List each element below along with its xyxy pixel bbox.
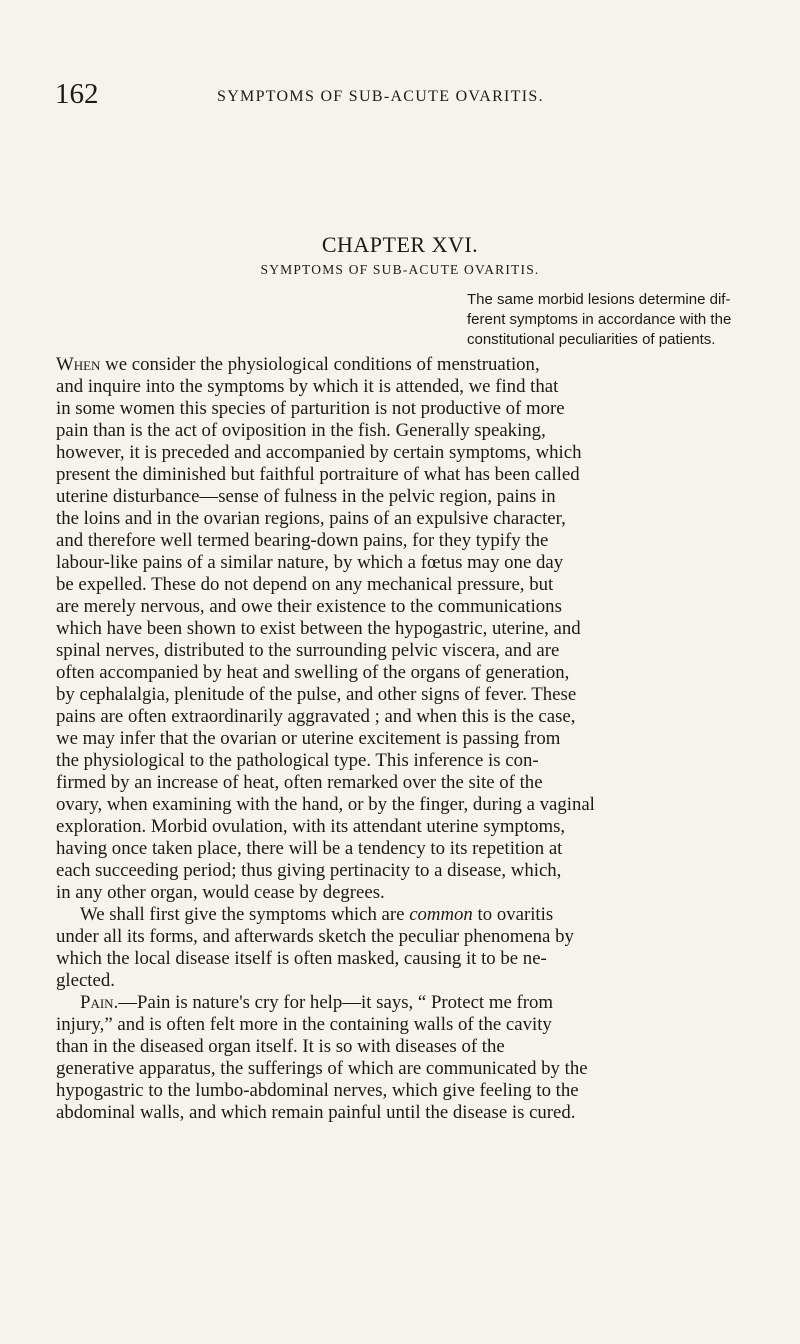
text-line [56,596,768,618]
text-line [56,530,768,552]
line-text: we may infer that the ovarian or uterine excitement is passing from [56,728,561,749]
text-line [56,1058,768,1080]
lead-word: Pain [80,992,114,1013]
line-text: pains are often extraordinarily aggravated ; and when this is the case, [56,706,576,727]
text-line [56,420,768,442]
summary-line: The same morbid lesions determine dif- [467,291,731,308]
line-text-tail: to ovaritis [472,904,554,925]
body-text [56,354,768,1124]
text-line [56,442,768,464]
line-text: under all its forms, and afterwards sketch the peculiar phenomena by [56,926,574,947]
text-line [56,552,768,574]
chapter-summary [467,290,767,350]
line-text: often accompanied by heat and swelling of the organs of generation, [56,662,570,683]
line-text: we consider the physiological conditions of menstruation, [100,354,540,375]
line-text: which the local disease itself is often masked, causing it to be ne- [56,948,547,969]
text-line [56,1080,768,1102]
text-line [56,772,768,794]
line-text: generative apparatus, the sufferings of which are communicated by the [56,1058,588,1079]
text-line [56,750,768,772]
text-line [56,486,768,508]
line-text: having once taken place, there will be a tendency to its repetition at [56,838,563,859]
line-text: each succeeding period; thus giving pertinacity to a disease, which, [56,860,562,881]
line-text: present the diminished but faithful portraiture of what has been called [56,464,580,485]
line-text: We shall first give the symptoms which are [80,904,410,925]
line-text: hypogastric to the lumbo-abdominal nerves, which give feeling to the [56,1080,579,1101]
line-text: uterine disturbance—sense of fulness in the pelvic region, pains in [56,486,556,507]
line-text: the loins and in the ovarian regions, pains of an expulsive character, [56,508,566,529]
text-line [56,1102,768,1124]
line-text: are merely nervous, and owe their existence to the communications [56,596,562,617]
line-text: than in the diseased organ itself. It is so with diseases of the [56,1036,505,1057]
line-text: exploration. Morbid ovulation, with its attendant uterine symptoms, [56,816,566,837]
text-line [56,354,768,376]
text-line [56,618,768,640]
text-line [56,508,768,530]
text-line [56,684,768,706]
text-line [56,992,768,1014]
text-line [56,398,768,420]
line-text: which have been shown to exist between the hypogastric, uterine, and [56,618,581,639]
line-text: be expelled. These do not depend on any mechanical pressure, but [56,574,554,595]
running-title: SYMPTOMS OF SUB-ACUTE OVARITIS. [217,88,544,105]
running-header [55,78,775,118]
line-text: labour-like pains of a similar nature, by which a fœtus may one day [56,552,564,573]
chapter-subtitle: SYMPTOMS OF SUB-ACUTE OVARITIS. [260,262,540,277]
line-text: the physiological to the pathological type. This inference is con- [56,750,539,771]
text-line [56,640,768,662]
emphasis: common [409,904,473,925]
text-line [56,904,768,926]
text-line [56,882,768,904]
text-line [56,728,768,750]
line-text: glected. [56,970,115,991]
text-line [56,794,768,816]
line-text: however, it is preceded and accompanied by certain symptoms, which [56,442,582,463]
line-text: spinal nerves, distributed to the surrounding pelvic viscera, and are [56,640,560,661]
text-line [56,706,768,728]
text-line [56,970,768,992]
text-line [56,662,768,684]
text-line [56,1036,768,1058]
line-text: pain than is the act of oviposition in the fish. Generally speaking, [56,420,546,441]
page-number: 162 [55,78,99,110]
text-line [56,948,768,970]
text-line [56,816,768,838]
text-line [56,464,768,486]
text-line [56,1014,768,1036]
line-text: and inquire into the symptoms by which it is attended, we find that [56,376,559,397]
line-text: in any other organ, would cease by degrees. [56,882,385,903]
lead-word: When [56,354,101,375]
line-text: in some women this species of parturition is not productive of more [56,398,565,419]
text-line [56,838,768,860]
line-text: and therefore well termed bearing-down pains, for they typify the [56,530,549,551]
text-line [56,926,768,948]
text-line [56,860,768,882]
line-text: ovary, when examining with the hand, or by the finger, during a vaginal [56,794,595,815]
line-text: .—Pain is nature's cry for help—it says, “ Protect me from [113,992,553,1013]
summary-line: ferent symptoms in accordance with the [467,311,732,328]
chapter-title: CHAPTER XVI. [321,232,479,257]
line-text: firmed by an increase of heat, often remarked over the site of the [56,772,543,793]
line-text: injury,” and is often felt more in the containing walls of the cavity [56,1014,552,1035]
line-text: by cephalalgia, plenitude of the pulse, and other signs of fever. These [56,684,577,705]
summary-line: constitutional peculiarities of patients. [467,331,716,348]
text-line [56,574,768,596]
line-text: abdominal walls, and which remain painful until the disease is cured. [56,1102,576,1123]
text-line [56,376,768,398]
